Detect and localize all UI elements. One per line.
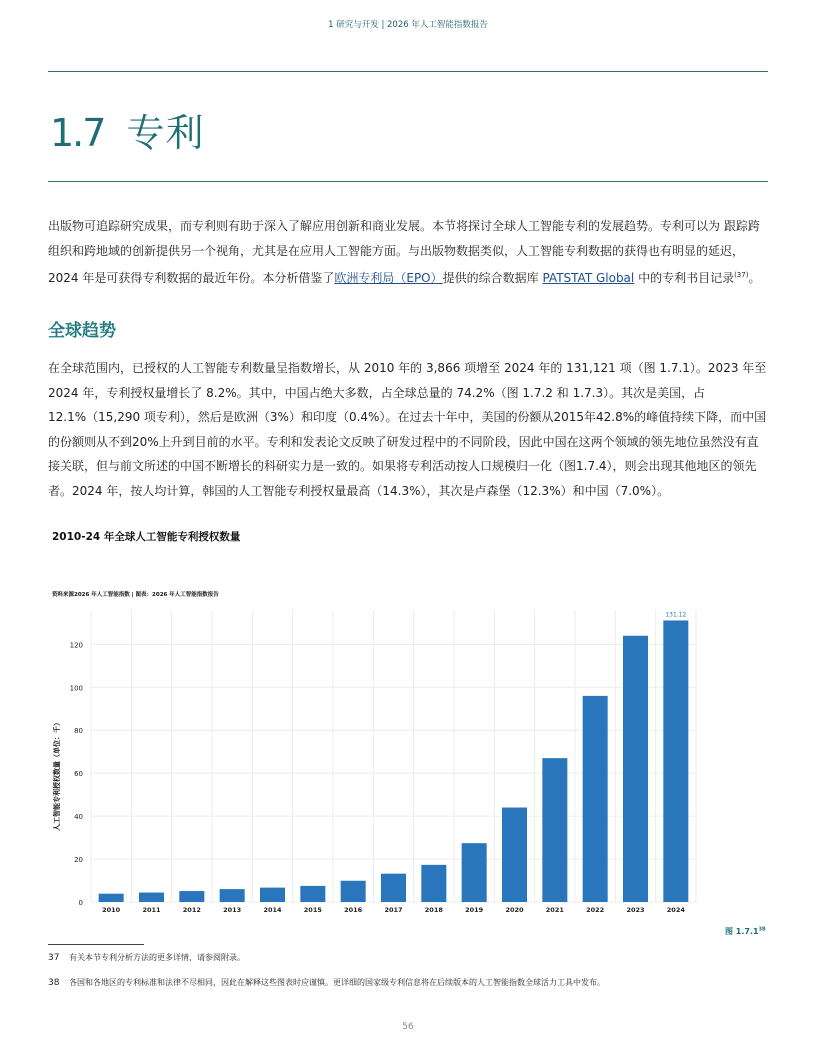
section-rule xyxy=(48,181,768,182)
x-tick-label: 2019 xyxy=(465,906,484,914)
global-trends-heading: 全球趋势 xyxy=(48,321,116,341)
bar-2021 xyxy=(542,758,567,902)
x-tick-label: 2020 xyxy=(505,906,524,914)
figure-source: 资料来源2026 年人工智能指数 | 图表：2026 年人工智能指数报告 xyxy=(52,592,219,598)
link-patstat[interactable]: PATSTAT Global xyxy=(542,271,635,285)
y-tick-label: 120 xyxy=(69,641,83,650)
figure-label xyxy=(725,926,766,937)
y-axis-label: 人工智能专利授权数量（单位：千） xyxy=(53,719,61,831)
figure-label-footnote: 38 xyxy=(758,926,766,933)
y-tick-label: 0 xyxy=(78,899,83,907)
global-trends-paragraph: 在全球范围内，已授权的人工智能专利数量呈指数增长，从 2010 年的 3,866 项增至 2024 年的 131,121 项（图 1.7.1）。2023 年至 2024 年，专利授权量增长了 8.2%。其中，中国占绝大多数，占全球总量的 74.2%（图 1.7.2 和 1.7.3）。其次是美国，占 12.1%（15,290 项专利），然后是欧洲（3%）和印度（0.4%）。在过去十年中，美国的份额从2015年42.8%的峰值持续下降，而中国的份额则从不到20%上升到目前的水平。专利和发表论文反映了研发过程中的不同阶段，因此中国在这两个领域的领先地位虽然没有直接关联，但与前文所述的中国不断增长的科研实力是一致的。如果将专利活动按人口规模归一化（图1.7.4），则会出现其他地区的领先者。2024 年，按人均计算，韩国的人工智能专利授权量最高（14.3%），其次是卢森堡（12.3%）和中国（7.0%）。 xyxy=(48,361,767,498)
bar-2014 xyxy=(260,888,285,902)
bar-2015 xyxy=(300,886,325,902)
page-number: 56 xyxy=(402,1022,414,1032)
y-tick-label: 100 xyxy=(69,684,83,693)
x-tick-label: 2014 xyxy=(263,906,282,914)
y-tick-label: 40 xyxy=(74,813,83,822)
x-tick-label: 2017 xyxy=(384,906,403,914)
footnote-37 xyxy=(48,952,245,963)
bar-2011 xyxy=(139,893,164,902)
link-epo[interactable]: 欧洲专利局（EPO） xyxy=(334,271,443,285)
footnote-number: 38 xyxy=(48,978,60,988)
x-tick-label: 2011 xyxy=(142,906,161,914)
header-rule xyxy=(48,71,768,72)
bar-2016 xyxy=(341,881,366,902)
footnote-text: 各国和各地区的专利标准和法律不尽相同，因此在解释这些图表时应谨慎。更详细的国家级专利信息将在后续版本的人工智能指数全球活力工具中发布。 xyxy=(69,978,605,987)
x-tick-label: 2022 xyxy=(586,906,605,914)
running-head: 1 研究与开发 | 2026 年人工智能指数报告 xyxy=(328,20,488,30)
section-title xyxy=(50,102,204,157)
y-tick-label: 60 xyxy=(74,770,83,779)
footnote-38 xyxy=(48,977,605,988)
x-tick-label: 2023 xyxy=(626,906,645,914)
y-tick-label: 80 xyxy=(74,727,83,736)
bar-2020 xyxy=(502,808,527,902)
section-number: 1.7 xyxy=(50,111,105,155)
x-tick-label: 2012 xyxy=(182,906,201,914)
footnote-ref-37[interactable]: (37) xyxy=(734,271,749,279)
footnote-number: 37 xyxy=(48,953,60,963)
bar-2013 xyxy=(220,889,245,902)
y-tick-label: 20 xyxy=(74,856,83,865)
x-tick-label: 2013 xyxy=(223,906,242,914)
intro-paragraph xyxy=(48,214,768,291)
data-label-2024: 131.12 xyxy=(665,611,687,619)
bar-2022 xyxy=(583,696,608,902)
footnote-rule xyxy=(48,944,144,945)
figure-title: 2010-24 年全球人工智能专利授权数量 xyxy=(52,531,241,543)
x-tick-label: 2010 xyxy=(102,906,121,914)
intro-text-c: 中的专利书目记录 xyxy=(634,271,735,285)
x-tick-label: 2018 xyxy=(424,906,443,914)
section-title-text: 专利 xyxy=(126,111,205,155)
patent-grants-bar-chart xyxy=(46,600,706,920)
x-tick-label: 2021 xyxy=(545,906,564,914)
bar-2010 xyxy=(99,894,124,902)
bar-2018 xyxy=(421,865,446,902)
intro-text-b: 提供的综合数据库 xyxy=(442,271,543,285)
bar-2017 xyxy=(381,874,406,902)
x-tick-label: 2015 xyxy=(303,906,322,914)
figure-label-text: 图 1.7.1 xyxy=(725,927,759,936)
bar-2023 xyxy=(623,636,648,902)
x-tick-label: 2024 xyxy=(666,906,685,914)
bar-2019 xyxy=(462,843,487,902)
intro-text-d: 。 xyxy=(748,271,761,285)
x-tick-label: 2016 xyxy=(344,906,363,914)
footnote-text: 有关本节专利分析方法的更多详情，请参阅附录。 xyxy=(69,953,245,962)
bar-2012 xyxy=(179,891,204,902)
bar-2024 xyxy=(663,620,688,902)
intro-text-a: 出版物可追踪研究成果，而专利则有助于深入了解应用创新和商业发展。本节将探讨全球人工智能专利的发展趋势。专利可以为 跟踪跨组织和跨地域的创新提供另一个视角，尤其是在应用人工智能方面。与出版物数据类似，人工智能专利数据的获得也有明显的延迟，2024 年是可获得专利数据的最近年份。本分析借鉴了 xyxy=(48,219,760,285)
